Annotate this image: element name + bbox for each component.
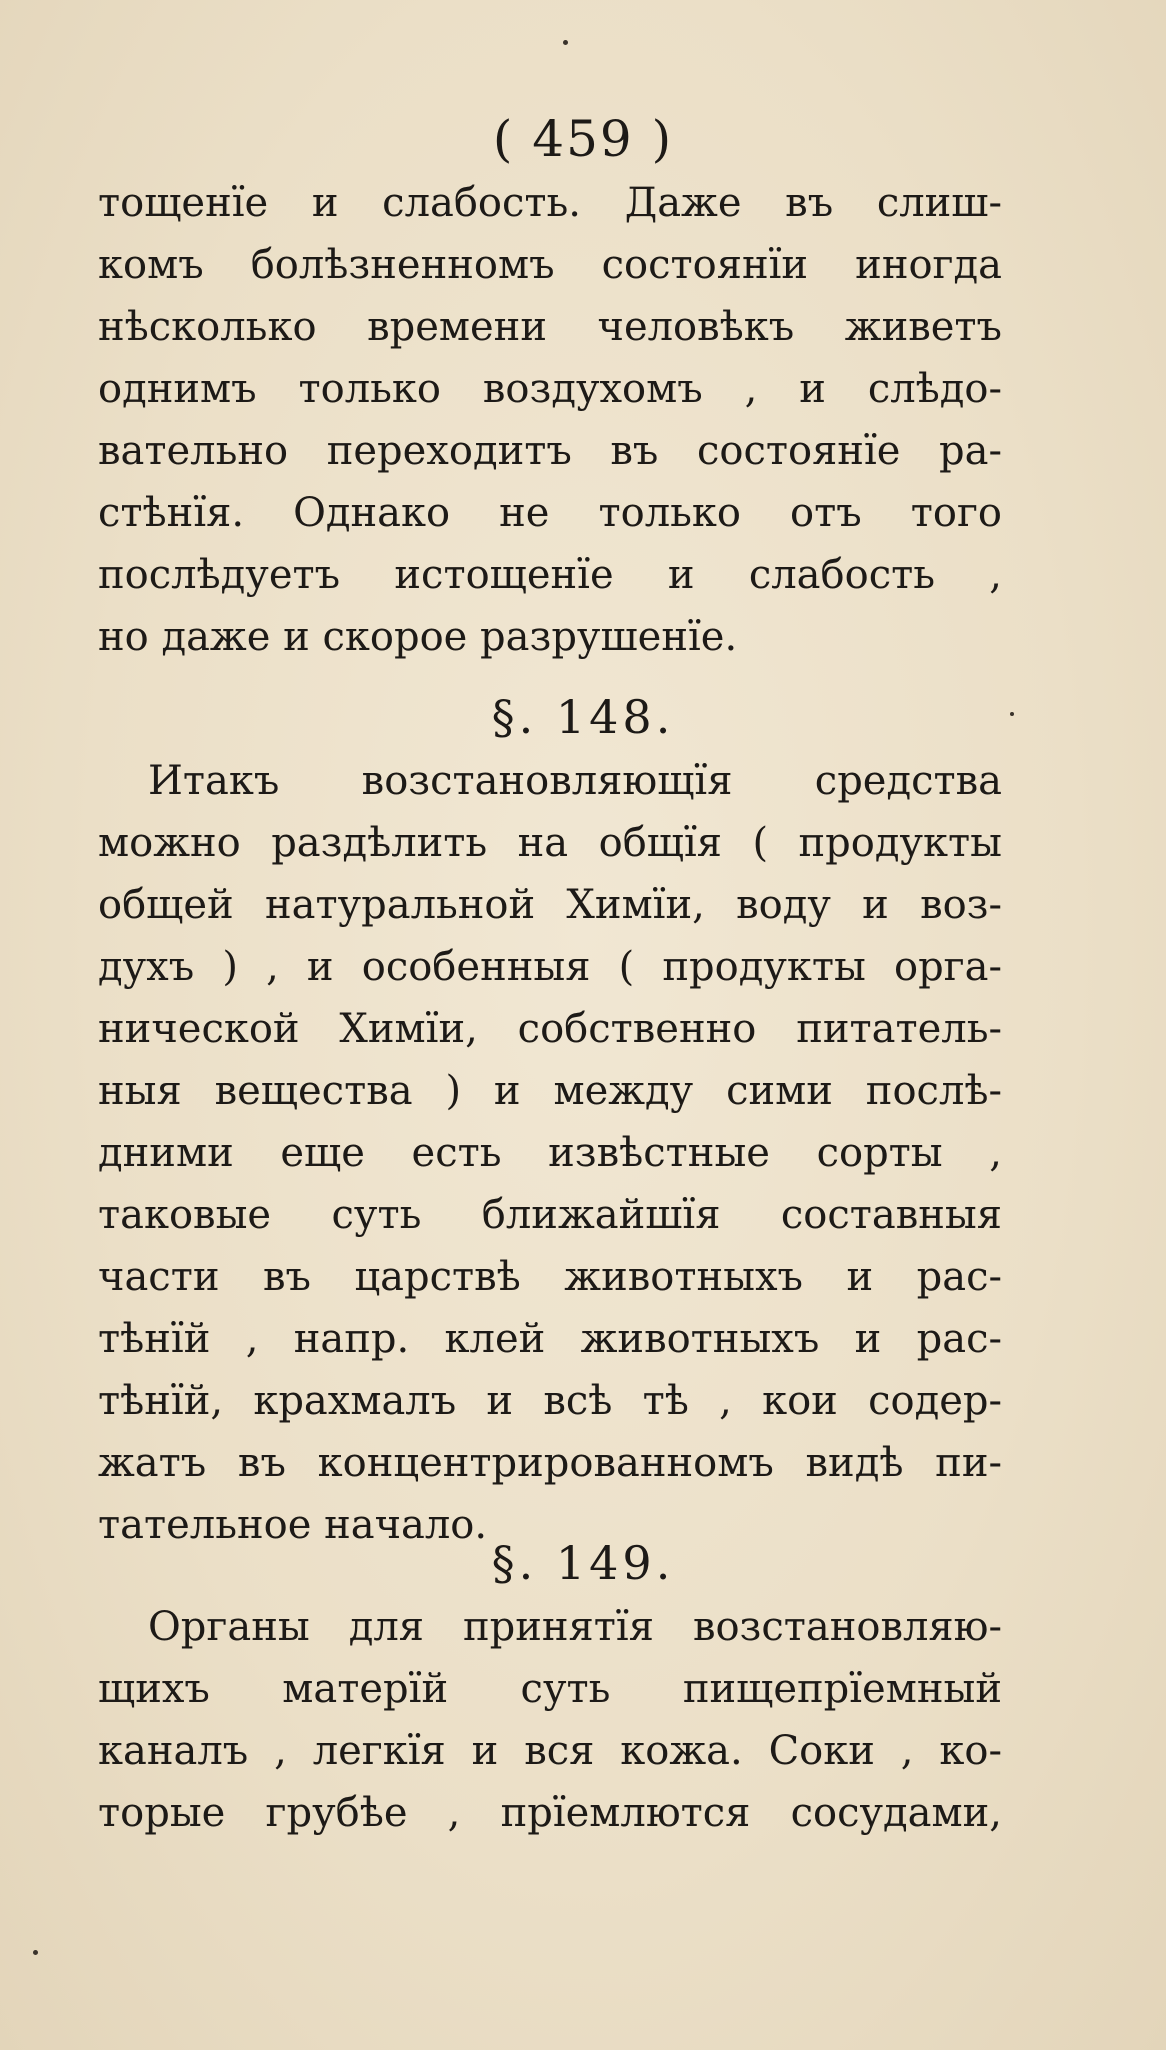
text-line: части въ царствѣ животныхъ и рас- (98, 1254, 1002, 1300)
page-number: ( 459 ) (492, 110, 674, 168)
text-line: ныя вещества ) и между сими послѣ- (98, 1068, 1002, 1114)
text-line: тѣнїй , напр. клей животныхъ и рас- (98, 1316, 1002, 1362)
text-line: но даже и скорое разрушенїе. (98, 614, 738, 660)
paragraph-1 (98, 172, 1002, 668)
text-line: тощенїе и слабость. Даже въ слиш- (98, 180, 1002, 226)
text-line: тательное начало. (98, 1502, 488, 1548)
paper-speck (1010, 712, 1014, 716)
text-line: однимъ только воздухомъ , и слѣдо- (98, 366, 1002, 412)
paper-speck (33, 1950, 38, 1955)
text-line: дними еще есть извѣстные сорты , (98, 1130, 1002, 1176)
text-line: духъ ) , и особенныя ( продукты орга- (98, 944, 1002, 990)
paper-speck (563, 40, 568, 45)
paragraph-2 (98, 750, 1002, 1556)
text-line: нѣсколько времени человѣкъ живетъ (98, 304, 1002, 350)
text-line: торые грубѣе , прїемлются сосудами, (98, 1790, 1002, 1836)
text-line: вательно переходитъ въ состоянїе ра- (98, 428, 1002, 474)
text-line: жатъ въ концентрированномъ видѣ пи- (98, 1440, 1002, 1486)
text-line: Органы для принятїя возстановляю- (148, 1604, 1002, 1650)
text-line: стѣнїя. Однако не только отъ того (98, 490, 1002, 536)
text-line: каналъ , легкїя и вся кожа. Соки , ко- (98, 1728, 1002, 1774)
text-line: щихъ матерїй суть пищепрїемный (98, 1666, 1002, 1712)
text-line: нической Химїи, собственно питатель- (98, 1006, 1002, 1052)
text-line: общей натуральной Химїи, воду и воз- (98, 882, 1002, 928)
text-line: комъ болѣзненномъ состоянїи иногда (98, 242, 1002, 288)
text-line: тѣнїй, крахмалъ и всѣ тѣ , кои содер- (98, 1378, 1002, 1424)
section-heading-149: §. 149. (491, 1536, 675, 1590)
text-line: послѣдуетъ истощенїе и слабость , (98, 552, 1002, 598)
text-line: можно раздѣлить на общїя ( продукты (98, 820, 1002, 866)
text-line: таковые суть ближайшїя составныя (98, 1192, 1002, 1238)
text-line: Итакъ возстановляющїя средства (148, 758, 1002, 804)
paragraph-3 (98, 1596, 1002, 1844)
section-heading-148: §. 148. (491, 690, 675, 744)
